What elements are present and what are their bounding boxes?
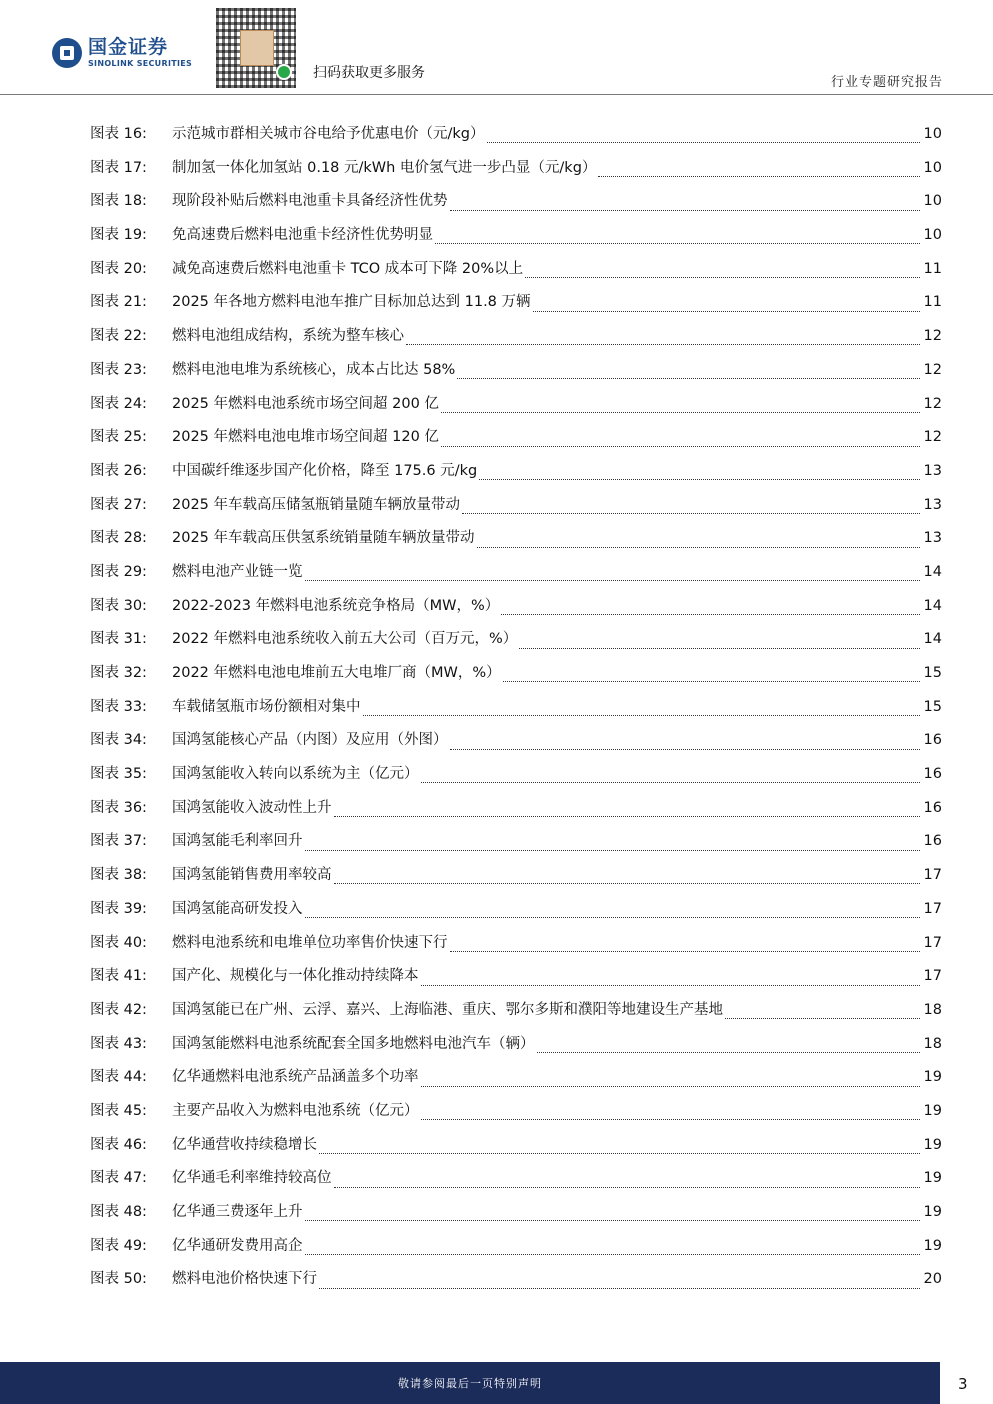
- toc-entry[interactable]: [90, 459, 942, 493]
- toc-dot-leader: [363, 715, 920, 716]
- toc-entry-page: 19: [923, 1204, 942, 1220]
- qr-badge-icon: [276, 64, 292, 80]
- toc-entry-label: 图表 50:: [90, 1271, 147, 1288]
- toc-entry-page: 10: [923, 193, 942, 210]
- toc-entry-label: 图表 48:: [90, 1204, 147, 1220]
- toc-dot-leader: [441, 446, 920, 447]
- toc-entry-title: 2025 年车载高压供氢系统销量随车辆放量带动: [172, 530, 475, 547]
- toc-entry[interactable]: [90, 863, 942, 897]
- toc-entry-page: 12: [923, 328, 942, 345]
- toc-entry[interactable]: [90, 1234, 942, 1268]
- toc-entry-title: 国鸿氢能核心产品（内图）及应用（外图）: [172, 732, 448, 749]
- scan-prompt: 扫码获取更多服务: [313, 65, 425, 81]
- toc-dot-leader: [435, 243, 920, 244]
- toc-entry-title: 免高速费后燃料电池重卡经济性优势明显: [172, 227, 433, 244]
- toc-dot-leader: [305, 850, 920, 851]
- toc-entry-page: 19: [923, 1237, 942, 1254]
- toc-entry-page: 18: [923, 1001, 942, 1018]
- toc-entry[interactable]: [90, 1133, 942, 1167]
- toc-entry-title: 燃料电池系统和电堆单位功率售价快速下行: [172, 934, 448, 951]
- qr-center-logo: [240, 30, 274, 66]
- toc-dot-leader: [501, 614, 919, 615]
- toc-entry-page: 12: [923, 361, 942, 378]
- toc-entry-label: 图表 26:: [90, 462, 147, 479]
- toc-dot-leader: [421, 1086, 920, 1087]
- toc-entry[interactable]: [90, 493, 942, 527]
- toc-entry-page: 19: [923, 1069, 942, 1086]
- toc-entry-title: 燃料电池产业链一览: [172, 563, 303, 580]
- toc-entry-label: 图表 28:: [90, 530, 147, 547]
- report-type-label: 行业专题研究报告: [830, 75, 943, 90]
- toc-entry-label: 图表 43:: [90, 1035, 147, 1052]
- toc-entry-label: 图表 47:: [90, 1170, 147, 1187]
- toc-entry-title: 国鸿氢能高研发投入: [172, 900, 303, 917]
- toc-entry-page: 16: [923, 833, 942, 850]
- toc-dot-leader: [450, 951, 920, 952]
- toc-entry-page: 14: [923, 563, 942, 580]
- qr-code-icon[interactable]: [216, 8, 296, 88]
- toc-entry-label: 图表 16:: [90, 126, 147, 142]
- toc-entry[interactable]: [90, 1166, 942, 1200]
- toc-entry[interactable]: [90, 661, 942, 695]
- toc-entry-page: 15: [923, 698, 942, 715]
- toc-entry[interactable]: [90, 1065, 942, 1099]
- toc-entry-label: 图表 49:: [90, 1237, 147, 1254]
- toc-entry-page: 20: [923, 1271, 942, 1288]
- toc-dot-leader: [462, 513, 920, 514]
- toc-entry[interactable]: [90, 829, 942, 863]
- toc-dot-leader: [477, 547, 920, 548]
- toc-entry-title: 2025 年燃料电池系统市场空间超 200 亿: [172, 395, 439, 412]
- toc-dot-leader: [421, 782, 920, 783]
- toc-entry-label: 图表 29:: [90, 563, 147, 580]
- toc-dot-leader: [305, 917, 920, 918]
- toc-dot-leader: [533, 311, 920, 312]
- toc-entry[interactable]: [90, 223, 942, 257]
- toc-entry-label: 图表 27:: [90, 496, 147, 513]
- toc-entry-page: 11: [923, 260, 942, 277]
- toc-entry-label: 图表 18:: [90, 193, 147, 210]
- toc-dot-leader: [519, 648, 919, 649]
- toc-dot-leader: [406, 344, 920, 345]
- toc-entry-label: 图表 19:: [90, 227, 147, 244]
- toc-entry-title: 亿华通三费逐年上升: [172, 1204, 303, 1220]
- toc-entry-page: 11: [923, 294, 942, 311]
- toc-entry-title: 减免高速费后燃料电池重卡 TCO 成本可下降 20%以上: [172, 260, 524, 277]
- toc-entry-title: 国鸿氢能收入转向以系统为主（亿元）: [172, 766, 419, 783]
- toc-entry-title: 2022 年燃料电池电堆前五大电堆厂商（MW，%）: [172, 665, 501, 681]
- toc-entry-page: 13: [923, 496, 942, 513]
- toc-entry[interactable]: [90, 728, 942, 762]
- toc-dot-leader: [457, 378, 919, 379]
- toc-entry-label: 图表 40:: [90, 934, 147, 951]
- toc-entry[interactable]: [90, 156, 942, 190]
- toc-entry-title: 亿华通营收持续稳增长: [172, 1136, 317, 1153]
- toc-entry-label: 图表 33:: [90, 698, 147, 715]
- toc-entry[interactable]: [90, 931, 942, 965]
- toc-entry-label: 图表 36:: [90, 799, 147, 816]
- toc-entry[interactable]: [90, 762, 942, 796]
- toc-entry-title: 国鸿氢能燃料电池系统配套全国多地燃料电池汽车（辆）: [172, 1035, 535, 1052]
- disclaimer-note: 敬请参阅最后一页特别声明: [398, 1377, 542, 1390]
- toc-entry[interactable]: [90, 324, 942, 358]
- toc-entry-page: 17: [923, 867, 942, 884]
- toc-entry-title: 车载储氢瓶市场份额相对集中: [172, 698, 361, 715]
- toc-dot-leader: [441, 412, 920, 413]
- toc-dot-leader: [450, 210, 920, 211]
- toc-entry[interactable]: [90, 392, 942, 426]
- toc-entry-title: 亿华通燃料电池系统产品涵盖多个功率: [172, 1069, 419, 1086]
- toc-entry-label: 图表 31:: [90, 631, 147, 648]
- toc-entry-title: 中国碳纤维逐步国产化价格，降至 175.6 元/kg: [172, 462, 478, 479]
- toc-entry-label: 图表 24:: [90, 395, 147, 412]
- toc-entry[interactable]: [90, 1099, 942, 1133]
- toc-entry[interactable]: [90, 796, 942, 830]
- toc-entry-title: 2025 年车载高压储氢瓶销量随车辆放量带动: [172, 496, 461, 513]
- toc-dot-leader: [421, 985, 920, 986]
- toc-entry[interactable]: [90, 358, 942, 392]
- toc-entry[interactable]: [90, 998, 942, 1032]
- toc-entry-label: 图表 38:: [90, 867, 147, 884]
- toc-entry-title: 2025 年燃料电池电堆市场空间超 120 亿: [172, 429, 439, 446]
- toc-entry-title: 2022 年燃料电池系统收入前五大公司（百万元，%）: [172, 631, 518, 648]
- toc-entry[interactable]: [90, 594, 942, 628]
- toc-entry-page: 17: [923, 968, 942, 985]
- toc-entry[interactable]: [90, 897, 942, 931]
- toc-entry-page: 18: [923, 1035, 942, 1052]
- toc-dot-leader: [305, 1220, 920, 1221]
- logo-mark-icon: [52, 38, 82, 68]
- toc-entry-page: 17: [923, 934, 942, 951]
- company-logo: [52, 38, 192, 68]
- toc-entry[interactable]: [90, 122, 942, 156]
- toc-entry-title: 2022-2023 年燃料电池系统竞争格局（MW，%）: [172, 597, 500, 614]
- toc-dot-leader: [319, 1153, 920, 1154]
- toc-entry-label: 图表 44:: [90, 1069, 147, 1086]
- toc-entry-page: 16: [923, 732, 942, 749]
- toc-dot-leader: [305, 1254, 920, 1255]
- toc-entry-label: 图表 45:: [90, 1102, 147, 1119]
- toc-dot-leader: [421, 1119, 920, 1120]
- toc-entry-label: 图表 23:: [90, 361, 147, 378]
- toc-entry[interactable]: [90, 526, 942, 560]
- toc-entry-title: 燃料电池价格快速下行: [172, 1271, 317, 1288]
- toc-entry-page: 12: [923, 429, 942, 446]
- toc-entry-title: 现阶段补贴后燃料电池重卡具备经济性优势: [172, 193, 448, 210]
- toc-entry-title: 国产化、规模化与一体化推动持续降本: [172, 968, 419, 985]
- toc-entry-label: 图表 39:: [90, 900, 147, 917]
- toc-entry-label: 图表 42:: [90, 1001, 147, 1018]
- toc-entry-label: 图表 25:: [90, 429, 147, 446]
- toc-dot-leader: [334, 816, 920, 817]
- toc-entry-page: 19: [923, 1136, 942, 1153]
- page-footer: [0, 1362, 940, 1404]
- toc-entry[interactable]: [90, 290, 942, 324]
- toc-dot-leader: [334, 883, 920, 884]
- toc-dot-leader: [487, 142, 920, 143]
- toc-entry[interactable]: [90, 425, 942, 459]
- toc-entry-page: 15: [923, 665, 942, 681]
- toc-entry-label: 图表 20:: [90, 260, 147, 277]
- toc-entry-label: 图表 22:: [90, 328, 147, 345]
- toc-entry-label: 图表 32:: [90, 665, 147, 681]
- toc-entry-label: 图表 46:: [90, 1136, 147, 1153]
- toc-entry-title: 燃料电池组成结构，系统为整车核心: [172, 328, 404, 345]
- toc-entry[interactable]: [90, 560, 942, 594]
- toc-entry[interactable]: [90, 189, 942, 223]
- toc-dot-leader: [334, 1187, 920, 1188]
- figure-index-list: [90, 122, 942, 1301]
- toc-entry-title: 国鸿氢能收入波动性上升: [172, 799, 332, 816]
- logo-english-name: SINOLINK SECURITIES: [88, 59, 193, 68]
- toc-entry-label: 图表 17:: [90, 159, 147, 176]
- toc-entry-title: 制加氢一体化加氢站 0.18 元/kWh 电价氢气进一步凸显（元/kg）: [172, 159, 597, 176]
- toc-entry-page: 16: [923, 766, 942, 783]
- toc-entry-page: 10: [923, 126, 942, 142]
- header-divider: [0, 94, 993, 95]
- toc-entry-title: 国鸿氢能已在广州、云浮、嘉兴、上海临港、重庆、鄂尔多斯和濮阳等地建设生产基地: [172, 1001, 723, 1018]
- toc-entry-page: 10: [923, 227, 942, 244]
- toc-dot-leader: [305, 580, 920, 581]
- toc-entry-page: 10: [923, 159, 942, 176]
- toc-entry-page: 12: [923, 395, 942, 412]
- toc-entry-label: 图表 37:: [90, 833, 147, 850]
- toc-entry-title: 国鸿氢能销售费用率较高: [172, 867, 332, 884]
- toc-dot-leader: [319, 1288, 920, 1289]
- toc-dot-leader: [450, 749, 920, 750]
- toc-entry-label: 图表 41:: [90, 968, 147, 985]
- toc-entry-title: 主要产品收入为燃料电池系统（亿元）: [172, 1102, 419, 1119]
- toc-entry-page: 13: [923, 462, 942, 479]
- toc-entry[interactable]: [90, 1267, 942, 1301]
- toc-entry-title: 燃料电池电堆为系统核心，成本占比达 58%: [172, 361, 456, 378]
- toc-entry-page: 14: [923, 597, 942, 614]
- toc-entry-label: 图表 34:: [90, 732, 147, 749]
- toc-entry-label: 图表 35:: [90, 766, 147, 783]
- toc-entry[interactable]: [90, 627, 942, 661]
- toc-entry[interactable]: [90, 964, 942, 998]
- toc-entry-title: 国鸿氢能毛利率回升: [172, 833, 303, 850]
- toc-dot-leader: [525, 277, 919, 278]
- toc-entry-page: 16: [923, 799, 942, 816]
- page-number: 3: [958, 1375, 968, 1393]
- toc-entry-page: 14: [923, 631, 942, 648]
- toc-dot-leader: [598, 176, 919, 177]
- toc-entry-label: 图表 21:: [90, 294, 147, 311]
- toc-entry-title: 2025 年各地方燃料电池车推广目标加总达到 11.8 万辆: [172, 294, 531, 311]
- toc-entry[interactable]: [90, 695, 942, 729]
- toc-entry[interactable]: [90, 1200, 942, 1234]
- page-header: [0, 0, 993, 96]
- toc-dot-leader: [503, 681, 920, 682]
- toc-dot-leader: [537, 1052, 920, 1053]
- toc-entry-page: 17: [923, 900, 942, 917]
- toc-entry-title: 示范城市群相关城市谷电给予优惠电价（元/kg）: [172, 126, 485, 142]
- toc-entry-page: 19: [923, 1102, 942, 1119]
- toc-dot-leader: [725, 1018, 920, 1019]
- toc-entry-page: 13: [923, 530, 942, 547]
- toc-entry[interactable]: [90, 1032, 942, 1066]
- toc-entry-label: 图表 30:: [90, 597, 147, 614]
- toc-dot-leader: [479, 479, 919, 480]
- toc-entry-page: 19: [923, 1170, 942, 1187]
- logo-chinese-name: 国金证券: [88, 36, 169, 58]
- toc-entry-title: 亿华通毛利率维持较高位: [172, 1170, 332, 1187]
- toc-entry-title: 亿华通研发费用高企: [172, 1237, 303, 1254]
- toc-entry[interactable]: [90, 257, 942, 291]
